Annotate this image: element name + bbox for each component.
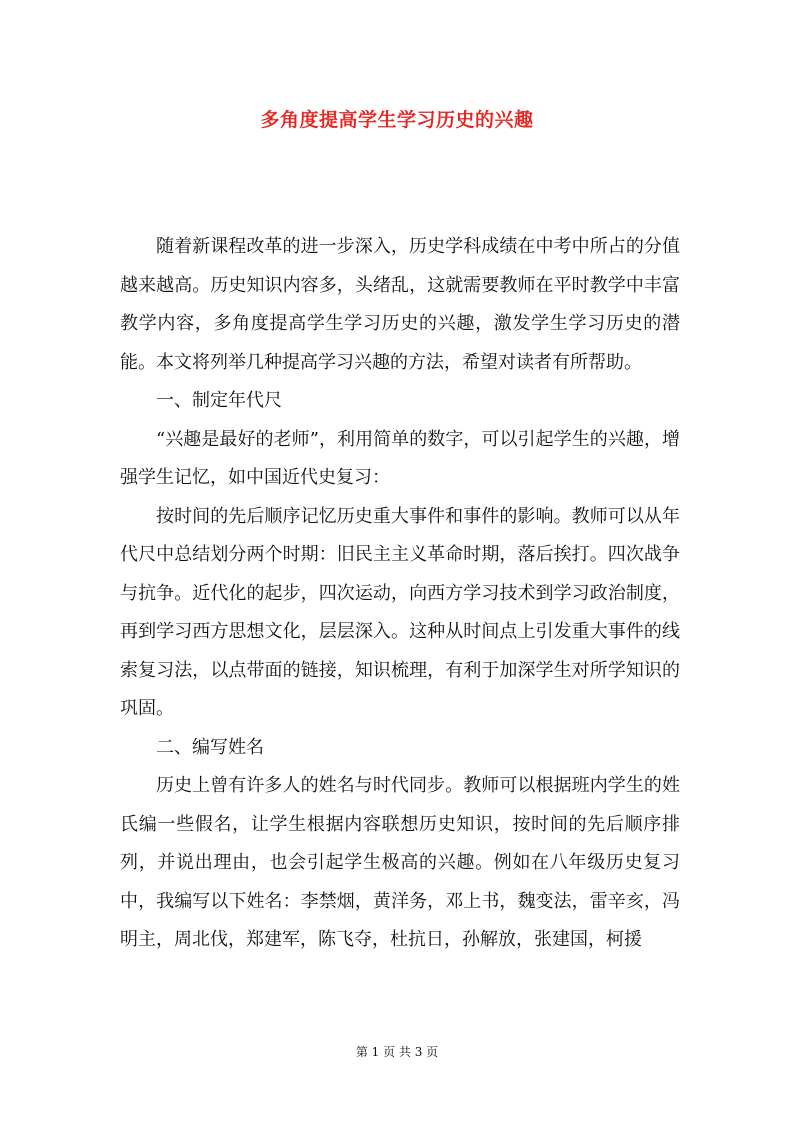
document-title: 多角度提高学生学习历史的兴趣 xyxy=(260,109,534,131)
paragraph: “兴趣是最好的老师”，利用简单的数字，可以引起学生的兴趣，增强学生记忆，如中国近代史复习： xyxy=(120,428,680,488)
paragraph: 历史上曾有许多人的姓名与时代同步。教师可以根据班内学生的姓氏编一些假名，让学生根据内容联想历史知识，按时间的先后顺序排列，并说出理由，也会引起学生极高的兴趣。例如在八年级历史复习中，我编写以下姓名：李禁烟，黄洋务，邓上书，魏变法，雷辛亥，冯明主，周北伐，郑建军，陈飞夺，杜抗日，孙解放，张建国，柯援 xyxy=(120,775,680,950)
section-heading-1: 一、制定年代尺 xyxy=(156,390,282,411)
paragraph-intro: 随着新课程改革的进一步深入，历史学科成绩在中考中所占的分值越来越高。历史知识内容多，头绪乱，这就需要教师在平时教学中丰富教学内容，多角度提高学生学习历史的兴趣，激发学生学习历史的潜能。本文将列举几种提高学习兴趣的方法，希望对读者有所帮助。 xyxy=(120,236,680,373)
page-number: 第 1 页 共 3 页 xyxy=(355,1045,439,1059)
document-body xyxy=(120,228,680,960)
section-heading-2: 二、编写姓名 xyxy=(156,736,264,758)
paragraph: 按时间的先后顺序记忆历史重大事件和事件的影响。教师可以从年代尺中总结划分两个时期：旧民主主义革命时期，落后挨打。四次战争与抗争。近代化的起步，四次运动，向西方学习技术到学习政治制度，再到学习西方思想文化，层层深入。这种从时间点上引发重大事件的线索复习法，以点带面的链接，知识梳理，有利于加深学生对所学知识的巩固。 xyxy=(120,505,680,719)
